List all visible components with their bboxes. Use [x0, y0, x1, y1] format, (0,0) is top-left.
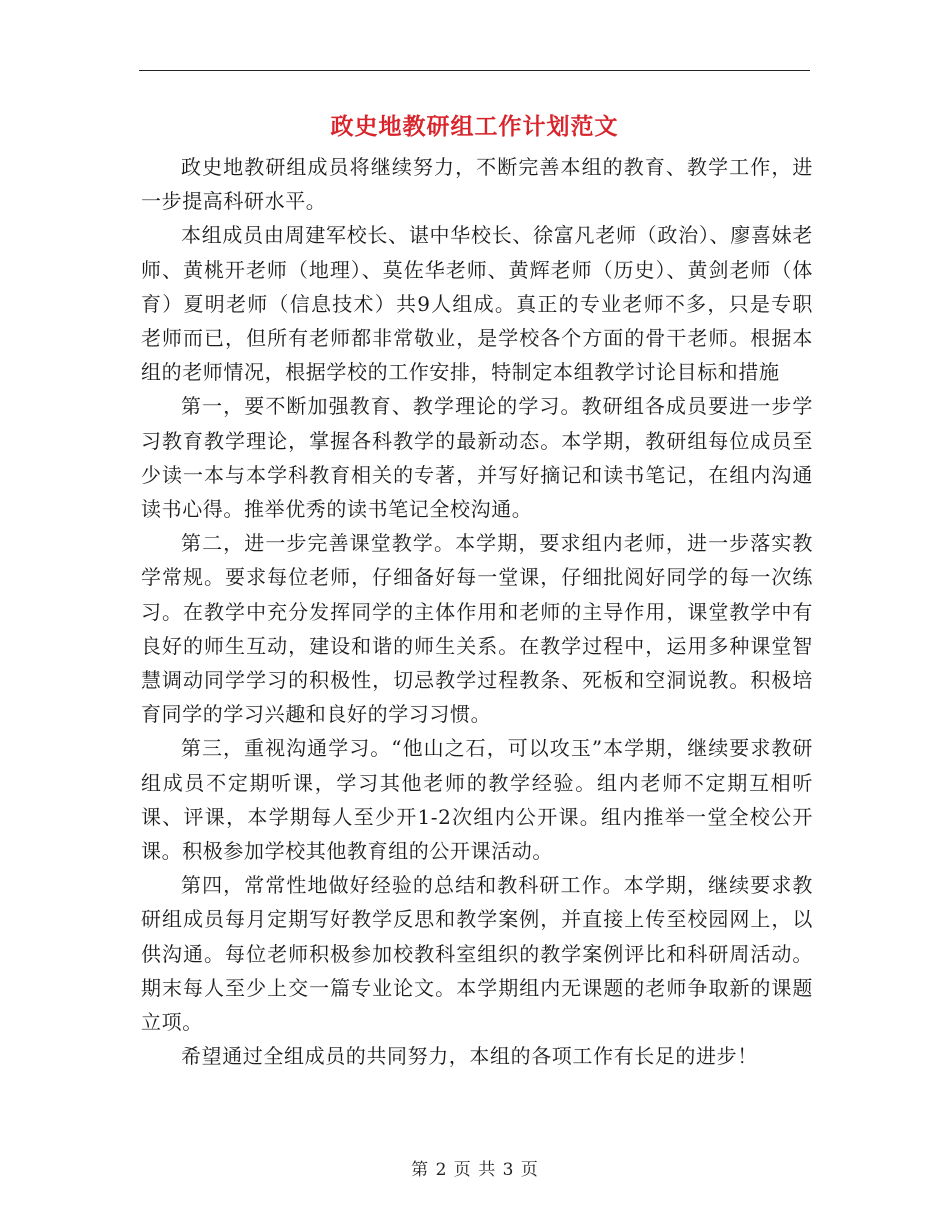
paragraph-closing: 希望通过全组成员的共同努力，本组的各项工作有长足的进步！	[181, 1044, 758, 1069]
paragraph-intro: 政史地教研组成员将继续努力，不断完善本组的教育、教学工作，进一步提高科研水平。	[141, 155, 813, 214]
page-number: 第 2 页 共 3 页	[411, 1160, 539, 1180]
header-rule	[139, 70, 810, 71]
paragraph-first: 第一，要不断加强教育、教学理论的学习。教研组各成员要进一步学习教育教学理论，掌握各科教学的最新动态。本学期，教研组每位成员至少读一本与本学科教育相关的专著，并写好摘记和读书笔记，在组内沟通读书心得。推举优秀的读书笔记全校沟通。	[141, 394, 813, 522]
paragraph-third: 第三，重视沟通学习。“他山之石，可以攻玉”本学期，继续要求教研组成员不定期听课，学习其他老师的教学经验。组内老师不定期互相听课、评课，本学期每人至少开1-2次组内公开课。组内推举一堂全校公开课。积极参加学校其他教育组的公开课活动。	[141, 736, 813, 864]
document-title: 政史地教研组工作计划范文	[330, 113, 619, 140]
document-body	[141, 150, 813, 1073]
paragraph-members: 本组成员由周建军校长、谌中华校长、徐富凡老师（政治）、廖喜妹老师、黄桃开老师（地理）、莫佐华老师、黄辉老师（历史）、黄剑老师（体育）夏明老师（信息技术）共9人组成。真正的专业老师不多，只是专职老师而已，但所有老师都非常敬业，是学校各个方面的骨干老师。根据本组的老师情况，根据学校的工作安排，特制定本组教学讨论目标和措施	[141, 223, 813, 385]
paragraph-fourth: 第四，常常性地做好经验的总结和教科研工作。本学期，继续要求教研组成员每月定期写好教学反思和教学案例，并直接上传至校园网上，以供沟通。每位老师积极参加校教科室组织的教学案例评比和科研周活动。期末每人至少上交一篇专业论文。本学期组内无课题的老师争取新的课题立项。	[141, 873, 813, 1035]
paragraph-second: 第二，进一步完善课堂教学。本学期，要求组内老师，进一步落实教学常规。要求每位老师，仔细备好每一堂课，仔细批阅好同学的每一次练习。在教学中充分发挥同学的主体作用和老师的主导作用，课堂教学中有良好的师生互动，建设和谐的师生关系。在教学过程中，运用多种课堂智慧调动同学学习的积极性，切忌教学过程教条、死板和空洞说教。积极培育同学的学习兴趣和良好的学习习惯。	[141, 531, 813, 727]
